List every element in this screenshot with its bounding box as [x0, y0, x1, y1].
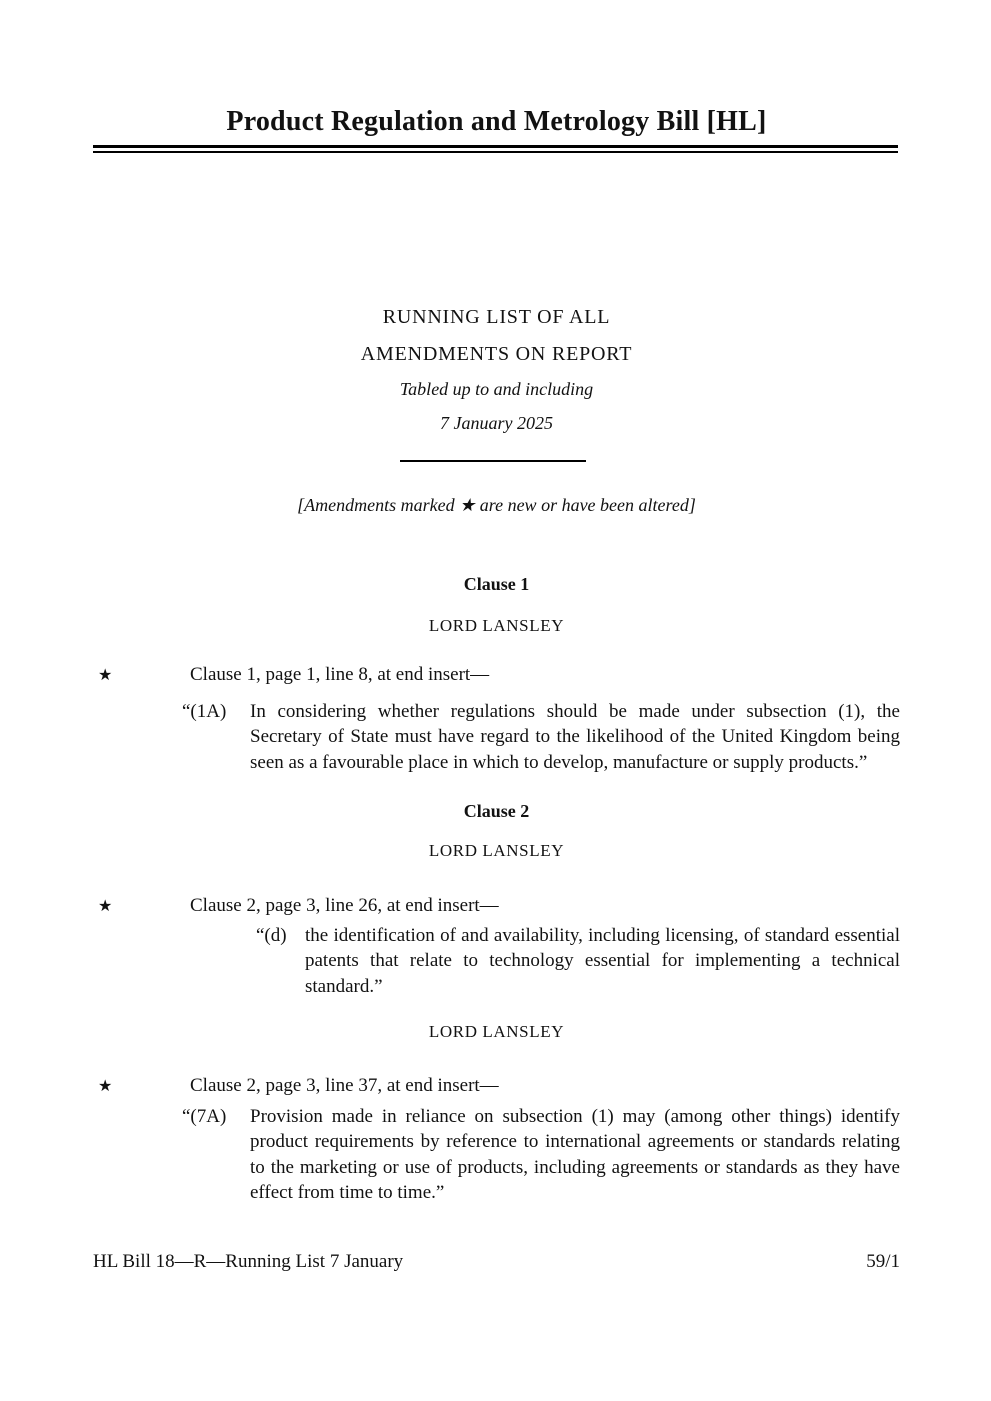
paragraph-text: the identification of and availability, including licensing, of standard essential patents that relate to technology essential for implementing a technical standard.”: [305, 925, 900, 997]
amendment-instruction-row: [93, 1073, 900, 1098]
page-footer: [93, 1251, 900, 1273]
new-amendment-star-icon: ★: [98, 898, 113, 915]
tabled-date: 7 January 2025: [440, 413, 553, 433]
paragraph-text: In considering whether regulations should be made under subsection (1), the Secretary of State must have regard to the likelihood of the United Kingdom being seen as a favourable place in which to develop, manufacture or supply products.”: [250, 701, 900, 773]
footer-page-number: 59/1: [866, 1251, 900, 1272]
amendment-instruction-row: [93, 893, 900, 918]
amendment-instruction: Clause 1, page 1, line 8, at end insert—: [190, 664, 490, 685]
amendment-paragraph: [256, 923, 900, 999]
paragraph-text: Provision made in reliance on subsection (1) may (among other things) identify product requirements by reference to international agreements or standards relating to the marketing or use of products, including agreements or standards as they have effect from time to time.”: [250, 1106, 900, 1204]
paragraph-label: “(7A): [182, 1106, 227, 1127]
running-list-heading-line1: RUNNING LIST OF ALL: [382, 306, 611, 328]
page-title: Product Regulation and Metrology Bill [HL]: [226, 106, 767, 137]
running-list-heading-line2: AMENDMENTS ON REPORT: [360, 343, 633, 365]
clause-1-heading: Clause 1: [463, 574, 530, 594]
clause-2-sponsor: LORD LANSLEY: [428, 841, 565, 860]
new-amendment-star-icon: ★: [98, 667, 113, 684]
amendment-instruction: Clause 2, page 3, line 26, at end insert—: [190, 895, 499, 916]
clause-2-heading: Clause 2: [463, 801, 530, 821]
clause-1-sponsor: LORD LANSLEY: [428, 616, 565, 635]
paragraph-label: “(d): [256, 925, 287, 946]
new-amendment-star-icon: ★: [98, 1078, 113, 1095]
section-divider-rule: [400, 460, 586, 462]
amendment-paragraph: [182, 699, 900, 775]
title-double-rule: [93, 145, 898, 153]
amendment-instruction-row: [93, 662, 900, 687]
paragraph-label: “(1A): [182, 701, 227, 722]
amendment-instruction: Clause 2, page 3, line 37, at end insert—: [190, 1075, 499, 1096]
tabled-note-line1: Tabled up to and including: [399, 379, 594, 399]
footer-bill-reference: HL Bill 18—R—Running List 7 January: [93, 1251, 404, 1272]
clause-2-second-sponsor: LORD LANSLEY: [428, 1022, 565, 1041]
amendments-marked-note: [Amendments marked ★ are new or have been altered]: [297, 495, 696, 515]
amendment-paragraph: [182, 1104, 900, 1206]
